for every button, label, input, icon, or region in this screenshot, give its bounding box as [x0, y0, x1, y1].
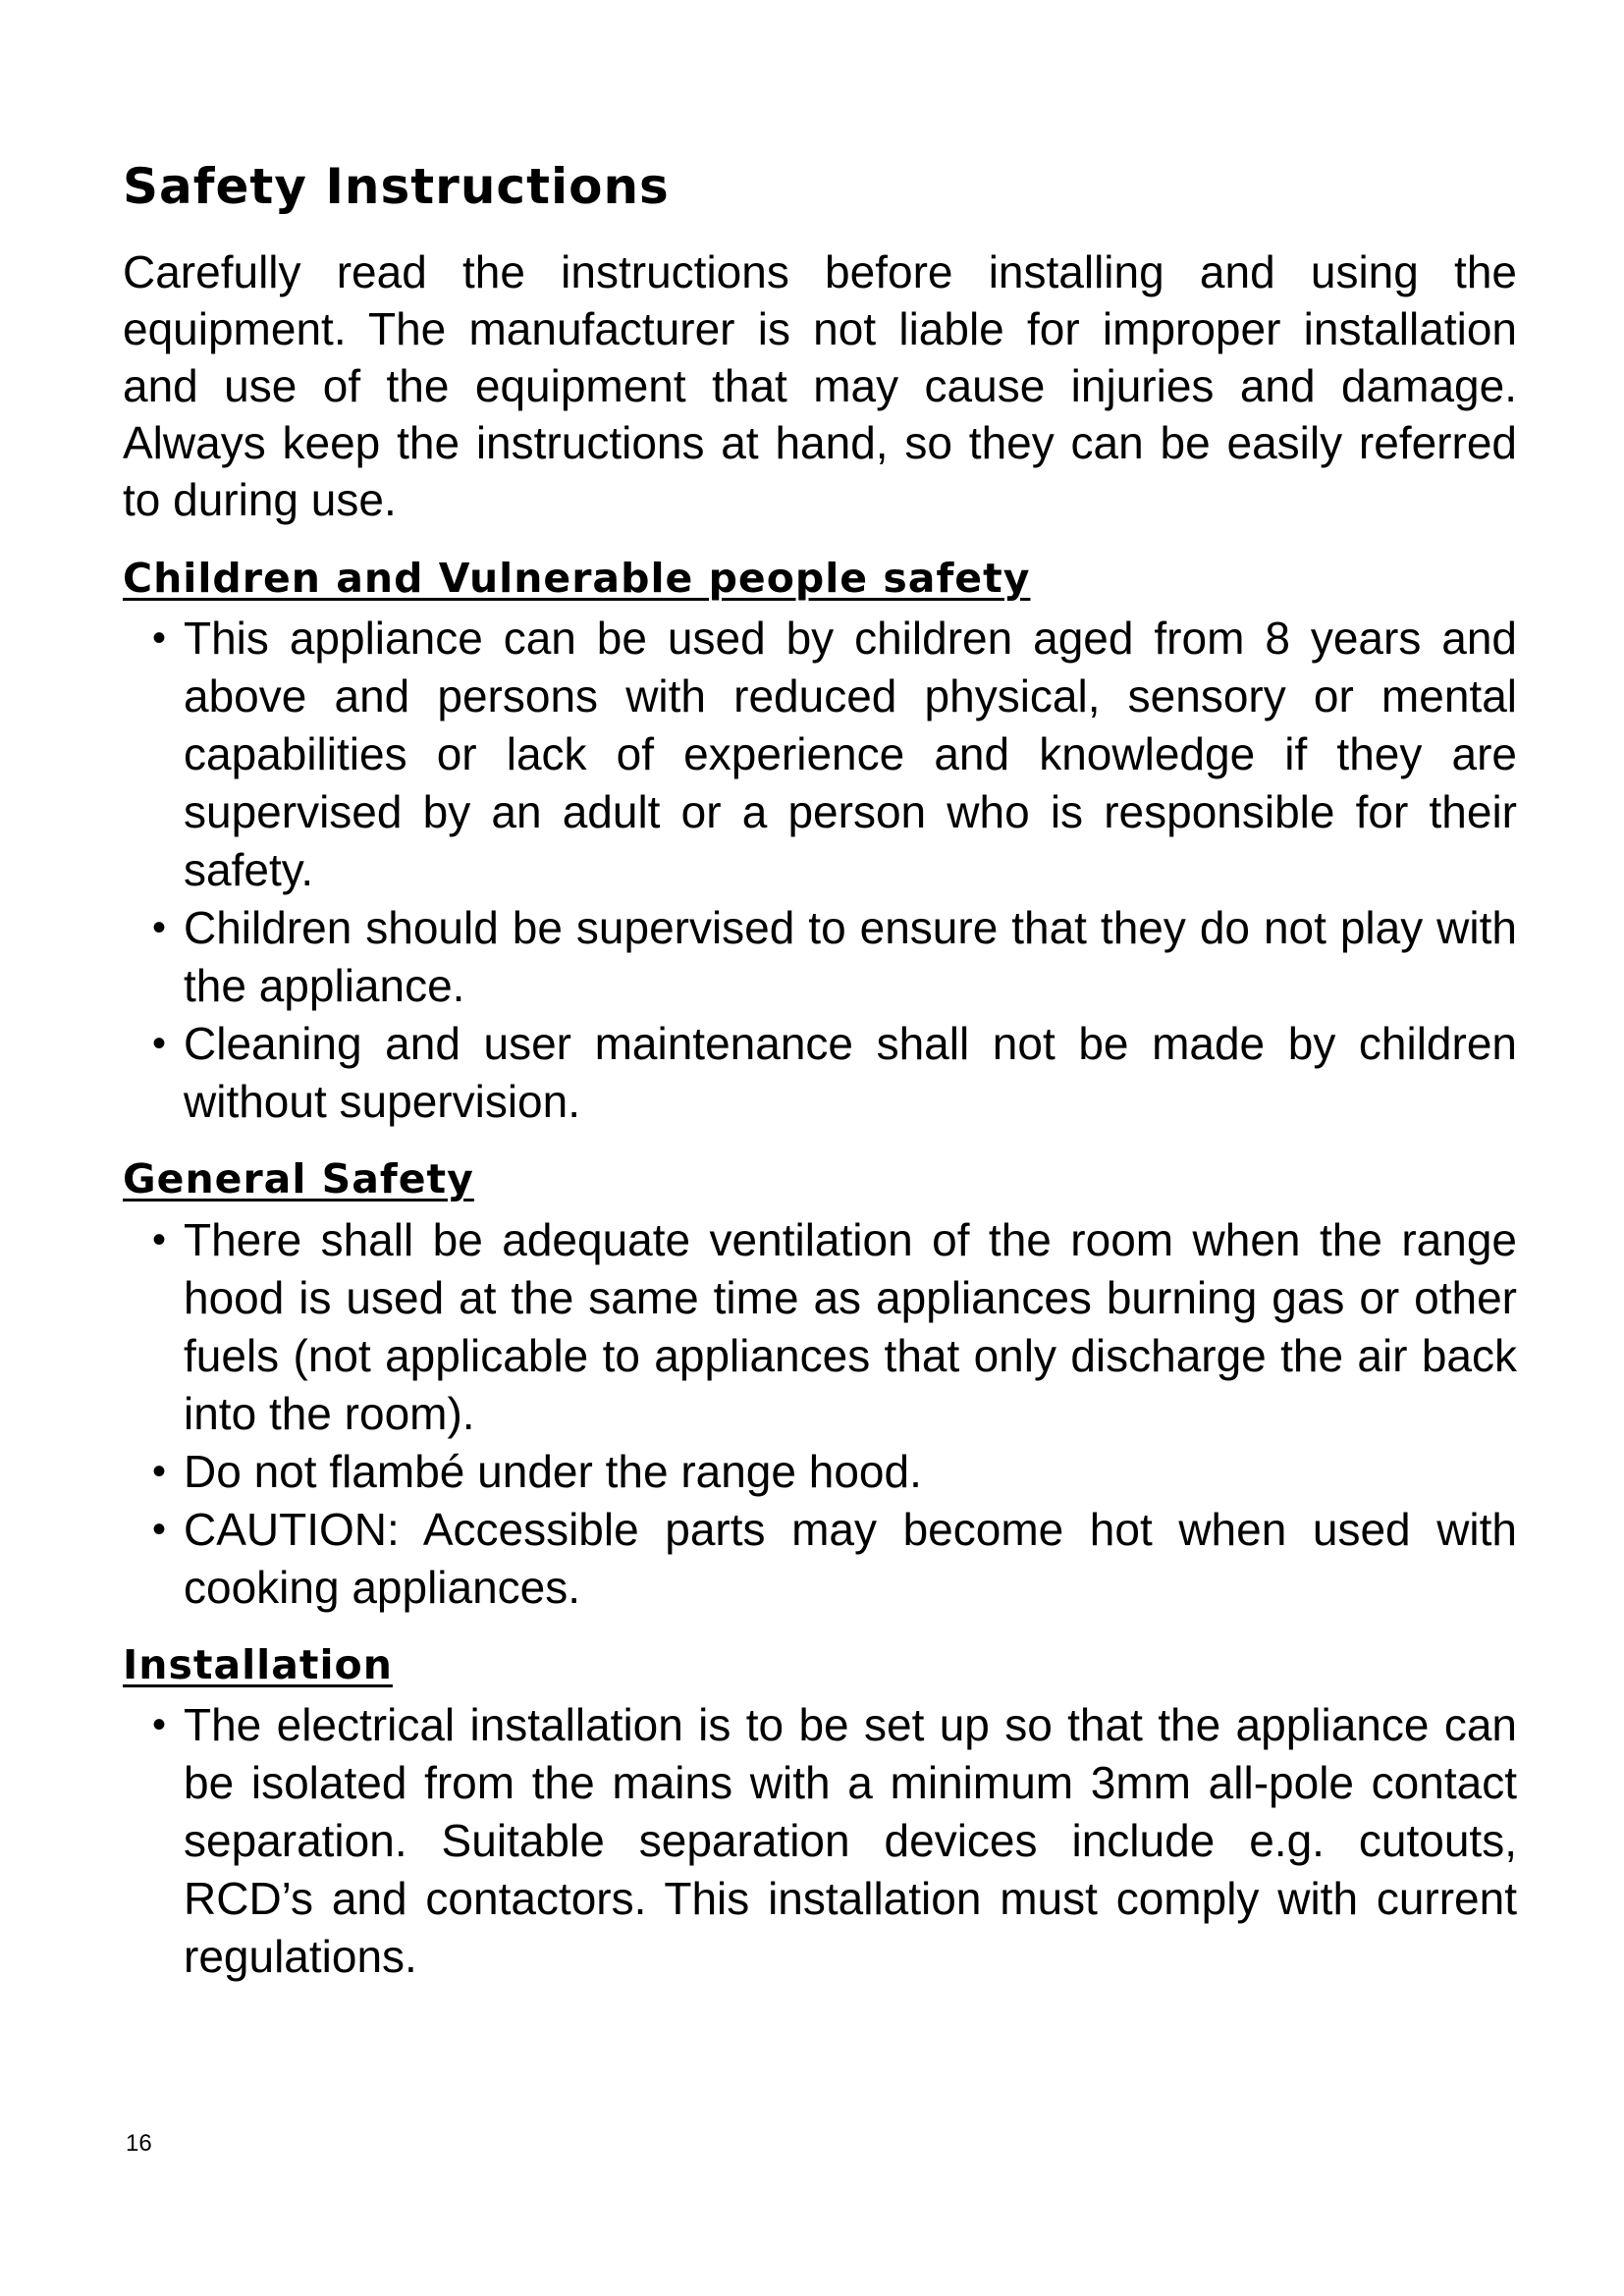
bullet-icon: •	[152, 1022, 167, 1066]
section-children-safety	[123, 552, 1517, 1131]
bullet-list	[123, 1696, 1517, 1986]
bullet-text: CAUTION: Accessible parts may become hot when used with cooking appliances.	[184, 1503, 1517, 1613]
bullet-text: Do not flambé under the range hood.	[184, 1445, 922, 1497]
intro-paragraph: Carefully read the instructions before installing and using the equipment. The manufacturer is not liable for improper installation and use of the equipment that may cause injuries and damage. Always keep the instructions at hand, so they can be easily referred to during use.	[123, 246, 1517, 525]
bullet-text: Cleaning and user maintenance shall not be made by children without supervision.	[184, 1018, 1517, 1128]
bullet-icon: •	[152, 1507, 167, 1551]
bullet-item	[123, 1015, 1517, 1131]
page-title: Safety Instructions	[123, 158, 670, 215]
bullet-item	[123, 1696, 1517, 1986]
bullet-item	[123, 610, 1517, 899]
bullet-text: Children should be supervised to ensure that they do not play with the appliance.	[184, 902, 1517, 1012]
bullet-list	[123, 610, 1517, 1131]
section-general-safety	[123, 1152, 1517, 1616]
bullet-item	[123, 1211, 1517, 1443]
page-number: 16	[126, 2130, 152, 2157]
section-heading: Installation	[123, 1640, 393, 1688]
bullet-item	[123, 1443, 1517, 1501]
document-page	[123, 157, 1517, 2007]
bullet-icon: •	[152, 616, 167, 661]
bullet-text: There shall be adequate ventilation of the room when the range hood is used at the same time as appliances burning gas or other fuels (not applicable to appliances that only discharge the air back into the room).	[184, 1213, 1517, 1439]
bullet-item	[123, 899, 1517, 1015]
bullet-text: The electrical installation is to be set up so that the appliance can be isolated from the mains with a minimum 3mm all-pole contact separation. Suitable separation devices include e.g. cutouts, RCD’s and contactors. This installation must comply with current regulations.	[184, 1699, 1517, 1983]
bullet-icon: •	[152, 1703, 167, 1747]
bullet-icon: •	[152, 1449, 167, 1493]
bullet-icon: •	[152, 1217, 167, 1261]
section-heading: General Safety	[123, 1155, 474, 1203]
bullet-list	[123, 1211, 1517, 1617]
bullet-item	[123, 1501, 1517, 1617]
bullet-icon: •	[152, 906, 167, 950]
bullet-text: This appliance can be used by children aged from 8 years and above and persons with reduced physical, sensory or mental capabilities or lack of experience and knowledge if they are supervised by an adult or a person who is responsible for their safety.	[184, 613, 1517, 896]
section-installation	[123, 1638, 1517, 1986]
section-heading: Children and Vulnerable people safety	[123, 555, 1031, 602]
